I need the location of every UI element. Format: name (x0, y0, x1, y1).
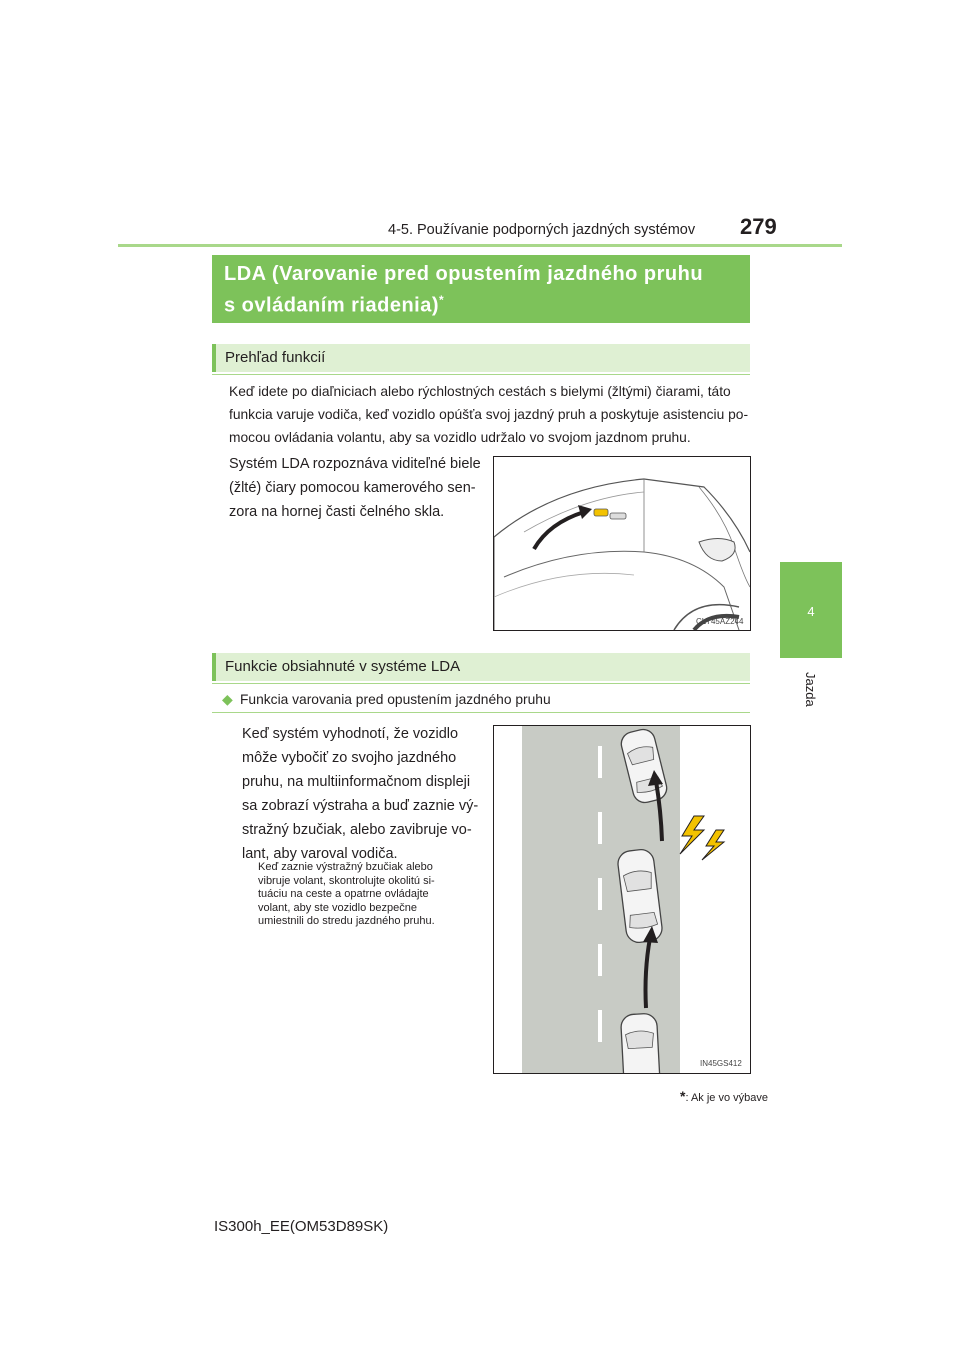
section-header: 4-5. Používanie podporných jazdných systémov (388, 222, 696, 238)
figure-code: IN45GS412 (700, 1059, 742, 1068)
footnote-text: : Ak je vo výbave (685, 1092, 768, 1104)
description-line: sa zobrazí výstraha a buď zaznie vý- (242, 798, 479, 814)
header-rule (118, 244, 842, 247)
function-bullet-title: Funkcia varovania pred opustením jazdného pruhu (240, 692, 551, 707)
overview-heading-rule (212, 374, 750, 375)
system-line: Systém LDA rozpoznáva viditeľné biele (229, 456, 481, 472)
footnote (680, 1088, 768, 1104)
overview-heading-bar (212, 344, 750, 372)
functions-heading-rule (212, 683, 750, 684)
note-line: volant, aby ste vozidlo bezpečne (258, 901, 417, 914)
functions-heading: Funkcie obsiahnuté v systéme LDA (225, 658, 461, 675)
functions-heading-bar (212, 653, 750, 681)
description-line: môže vybočiť zo svojho jazdného (242, 750, 457, 766)
footnote-marker: * (680, 1088, 686, 1104)
car-windshield-illustration (494, 457, 750, 630)
description-line: Keď systém vyhodnotí, že vozidlo (242, 726, 459, 742)
note-line: umiestnili do stredu jazdného pruhu. (258, 915, 435, 927)
lane-departure-figure (493, 725, 751, 1074)
overview-line: funkcia varuje vodiča, keď vozidlo opúšťa svoj jazdný pruh a poskytuje asistenciu po- (229, 407, 749, 422)
title-line-1: LDA (Varovanie pred opustením jazdného pruhu (224, 263, 704, 285)
arrow-icon (578, 505, 592, 519)
section-title-box (212, 255, 750, 323)
camera-sensor-icon (594, 509, 608, 516)
functions-heading-accent (212, 653, 216, 681)
overview-line: Keď idete po diaľniciach alebo rýchlostných cestách s bielymi (žltými) čiarami, táto (229, 384, 731, 399)
function-description (242, 722, 491, 866)
overview-heading-accent (212, 344, 216, 372)
lane-departure-illustration (494, 726, 750, 1073)
system-paragraph (229, 452, 491, 524)
note-line: Keď zaznie výstražný bzučiak alebo (258, 861, 433, 873)
title-line-2: s ovládaním riadenia) (224, 294, 440, 317)
camera-sensor-figure (493, 456, 751, 631)
chapter-label (790, 672, 830, 732)
page-number: 279 (740, 214, 777, 239)
caution-note (258, 861, 480, 929)
chapter-label-text: Jazda (803, 672, 818, 707)
note-line: vibruje volant, skontrolujte okolitú si- (258, 874, 435, 887)
overview-paragraph (229, 380, 750, 449)
system-line: (žlté) čiary pomocou kamerového sen- (229, 480, 476, 496)
system-line: zora na hornej časti čelného skla. (229, 504, 445, 520)
title-line-2-wrap (224, 293, 444, 318)
figure-code: CLY45AZ244 (696, 617, 744, 626)
overview-heading: Prehľad funkcií (225, 349, 326, 366)
description-line: stražný bzučiak, alebo zavibruje vo- (242, 822, 472, 838)
description-line: pruhu, na multiinformačnom displeji (242, 774, 471, 790)
document-id: IS300h_EE(OM53D89SK) (214, 1218, 389, 1235)
diamond-icon: ◆ (222, 691, 233, 707)
car-icon (620, 1013, 660, 1073)
overview-line: mocou ovládania volantu, aby sa vozidlo udržalo vo svojom jazdnom pruhu. (229, 430, 691, 445)
bullet-rule (212, 712, 750, 713)
title-footnote-marker: * (439, 293, 445, 307)
note-line: tuáciu na ceste a opatrne ovládajte (258, 888, 429, 900)
description-line: lant, aby varoval vodiča. (242, 846, 398, 862)
chapter-number: 4 (807, 604, 815, 619)
